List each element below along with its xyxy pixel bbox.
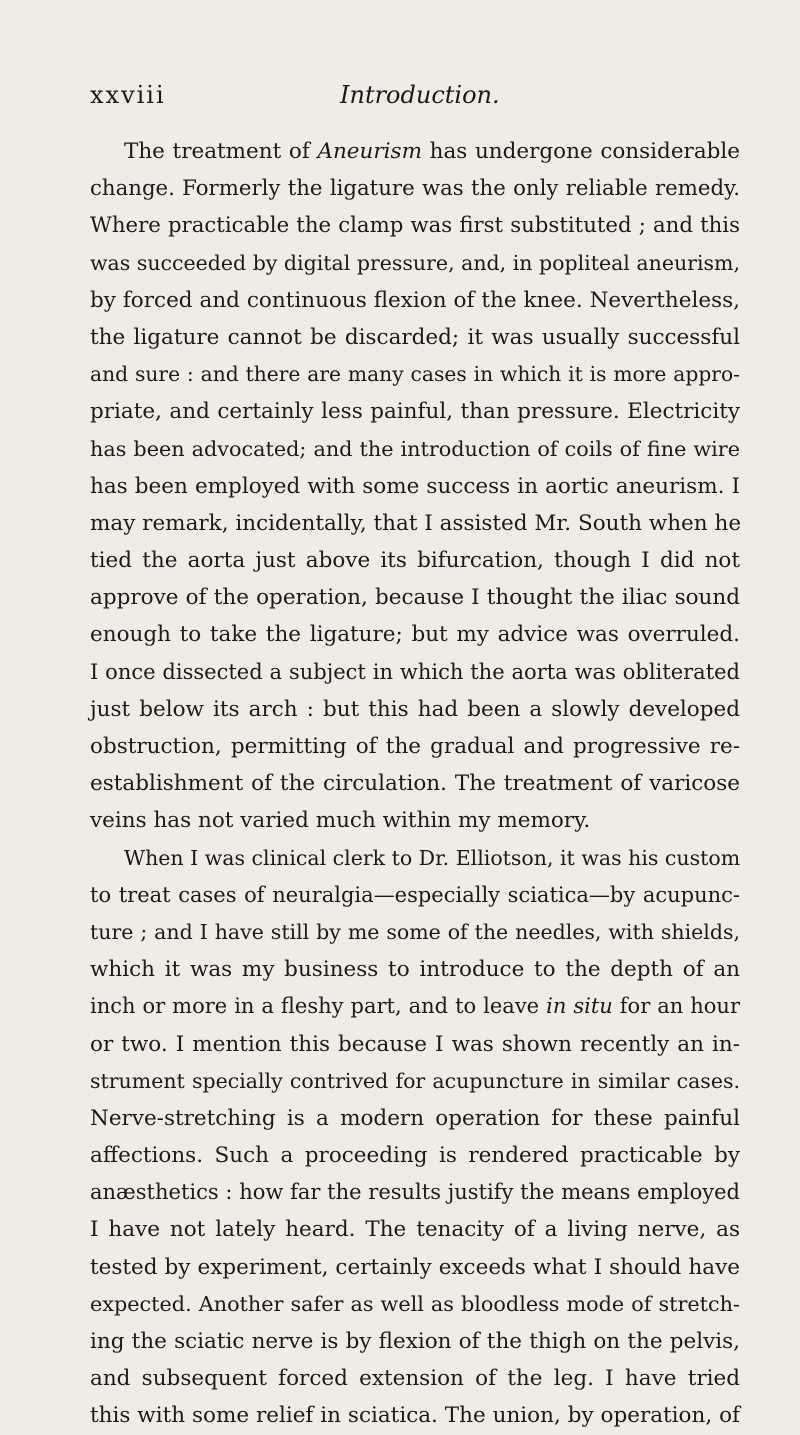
text-line: establishment of the circulation. The treatment of varicose [90, 771, 740, 797]
text-line: obstruction, permitting of the gradual and progressive re- [90, 734, 740, 759]
text-line: I have not lately heard. The tenacity of a living nerve, as [90, 1217, 740, 1243]
italic-term: in situ [546, 994, 613, 1019]
text-line: which it was my business to introduce to the depth of an [90, 957, 740, 983]
text-line: tied the aorta just above its bifurcation, though I did not [90, 548, 740, 574]
text-line: just below its arch : but this had been a slowly developed [90, 696, 740, 722]
text-line: enough to take the ligature; but my advice was overruled. [90, 622, 740, 648]
text-line: change. Formerly the ligature was the only reliable remedy. [90, 176, 740, 202]
text-line: the ligature cannot be discarded; it was usually successful [90, 324, 740, 350]
text-line: Nerve-stretching is a modern operation for these painful [90, 1105, 740, 1131]
text-line: When I was clinical clerk to Dr. Elliotson, it was his custom [124, 845, 741, 870]
running-title: Introduction. [340, 81, 500, 109]
text-line: tested by experiment, certainly exceeds what I should have [90, 1254, 740, 1280]
text-line: by forced and continuous flexion of the knee. Nevertheless, [90, 287, 740, 313]
text-line: and sure : and there are many cases in which it is more appro- [90, 362, 740, 387]
text-line: this with some relief in sciatica. The union, by operation, of [90, 1403, 740, 1429]
text-line: inch or more in a fleshy part, and to leave in situ for an hour [90, 994, 740, 1019]
text-line: ing the sciatic nerve is by flexion of the thigh on the pelvis, [90, 1329, 740, 1354]
text-line: or two. I mention this because I was shown recently an in- [90, 1031, 740, 1057]
text-line: to treat cases of neuralgia—especially sciatica—by acupunc- [90, 882, 740, 907]
text-line: and subsequent forced extension of the leg. I have tried [90, 1366, 740, 1392]
italic-term: Aneurism [317, 139, 422, 164]
text-line: I once dissected a subject in which the aorta was obliterated [90, 659, 740, 684]
text-line: ture ; and I have still by me some of the needles, with shields, [90, 919, 740, 944]
text-line: may remark, incidentally, that I assisted Mr. South when he [90, 510, 742, 536]
text-line: approve of the operation, because I thought the iliac sound [90, 585, 740, 611]
text-line: has been advocated; and the introduction of coils of fine wire [90, 436, 740, 461]
page-number: xxviii [90, 81, 166, 109]
running-head [90, 78, 730, 112]
text-line: anæsthetics : how far the results justify the means employed [90, 1180, 740, 1205]
text-line: has been employed with some success in aortic aneurism. I [90, 473, 740, 499]
text-line: priate, and certainly less painful, than pressure. Electricity [90, 399, 740, 425]
text-line: The treatment of Aneurism has undergone considerable [124, 139, 741, 164]
text-line: strument specially contrived for acupuncture in similar cases. [90, 1068, 740, 1093]
body-text [90, 133, 740, 1435]
text-line: affections. Such a proceeding is rendered practicable by [90, 1143, 740, 1169]
text-line: was succeeded by digital pressure, and, in popliteal aneurism, [90, 250, 740, 275]
text-line: expected. Another safer as well as bloodless mode of stretch- [90, 1291, 740, 1316]
text-line: Where practicable the clamp was first substituted ; and this [90, 213, 740, 239]
text-line: veins has not varied much within my memory. [90, 808, 591, 834]
